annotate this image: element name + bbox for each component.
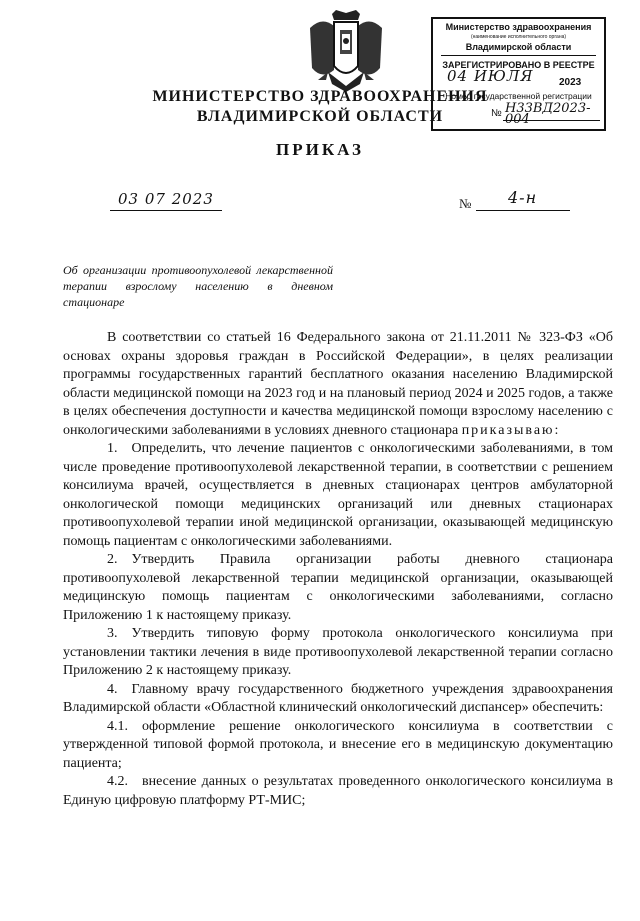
order-subject: Об организации противоопухолевой лекарственной терапии взрослому населению в дневном стационаре [63,263,333,309]
order-number: 4-н [508,188,538,207]
preamble-command: приказываю: [461,422,561,438]
ministry-name-line1: МИНИСТЕРСТВО ЗДРАВООХРАНЕНИЯ [152,88,488,105]
order-date: 03 07 2023 [118,190,214,208]
stamp-reg-no-prefix: № [491,108,502,119]
preamble [63,329,613,440]
stamp-reg-label: Номер государственной регистрации [445,91,592,101]
stamp-reg-date: 04 ИЮЛЯ [447,67,534,85]
item-3: 3. Утвердить типовую форму протокола онкологического консилиума при установлении тактики лечения в виде противоопухолевой лекарственной терапии согласно Приложению 2 к настоящему приказу. [63,626,613,678]
stamp-ministry: Министерство здравоохранения [445,22,592,32]
item-2: 2. Утвердить Правила организации работы дневного стационара противоопухолевой лекарственной терапии медицинской организации, оказывающей медицинскую помощь пациентам с онкологическими заболеваниями, согласно Приложению 1 к настоящему приказу. [63,552,613,623]
number-underline [476,210,570,211]
stamp-region: Владимирской области [465,42,572,52]
document-body [63,329,613,810]
coat-of-arms-icon [304,10,388,92]
stamp-reg-number: Н33ВД2023-004 [505,101,591,127]
order-number-prefix: № [459,196,472,211]
stamp-registered: ЗАРЕГИСТРИРОВАНО В РЕЕСТРЕ [442,60,595,70]
stamp-caption: (наименование исполнительного органа) [470,34,567,40]
ministry-name-line2: ВЛАДИМИРСКОЙ ОБЛАСТИ [196,108,444,125]
item-1: 1. Определить, что лечение пациентов с онкологическими заболеваниями, в том числе проведение противоопухолевой лекарственной терапии, в соответствии с решением консилиума врачей, осуществляется в дневных стационарах центров амбулаторной онкологической помощи медицинских организаций или дневных стационарах противоопухолевой терапии иной медицинской организации, оказывающей медицинскую помощь пациентам с онкологическими заболеваниями. [63,441,613,549]
preamble-text: В соответствии со статьей 16 Федерального закона от 21.11.2011 № 323-ФЗ «Об основах охраны здоровья граждан в Российской Федерации», в целях реализации программы государственных гарантий бесплатного оказания населению Владимирской области медицинской помощи на 2023 год и на плановый период 2024 и 2025 годов, а также в целях обеспечения доступности и качества медицинской помощи взрослому населению с онкологическими заболеваниями в условиях дневного стационара [63,330,613,438]
date-underline [110,210,222,211]
stamp-reg-year: 2023 [559,77,582,88]
item-4: 4. Главному врачу государственного бюджетного учреждения здравоохранения Владимирской области «Областной клинический онкологический диспансер» обеспечить: [63,681,613,715]
item-4-1: 4.1. оформление решение онкологического консилиума в соответствии с утвержденной типовой формой протокола, и внесение его в медицинскую документацию пациента; [63,718,613,771]
item-4-2: 4.2. внесение данных о результатах проведенного онкологического консилиума в Единую цифровую платформу РТ-МИС; [63,774,613,808]
document-title: ПРИКАЗ [276,140,364,159]
